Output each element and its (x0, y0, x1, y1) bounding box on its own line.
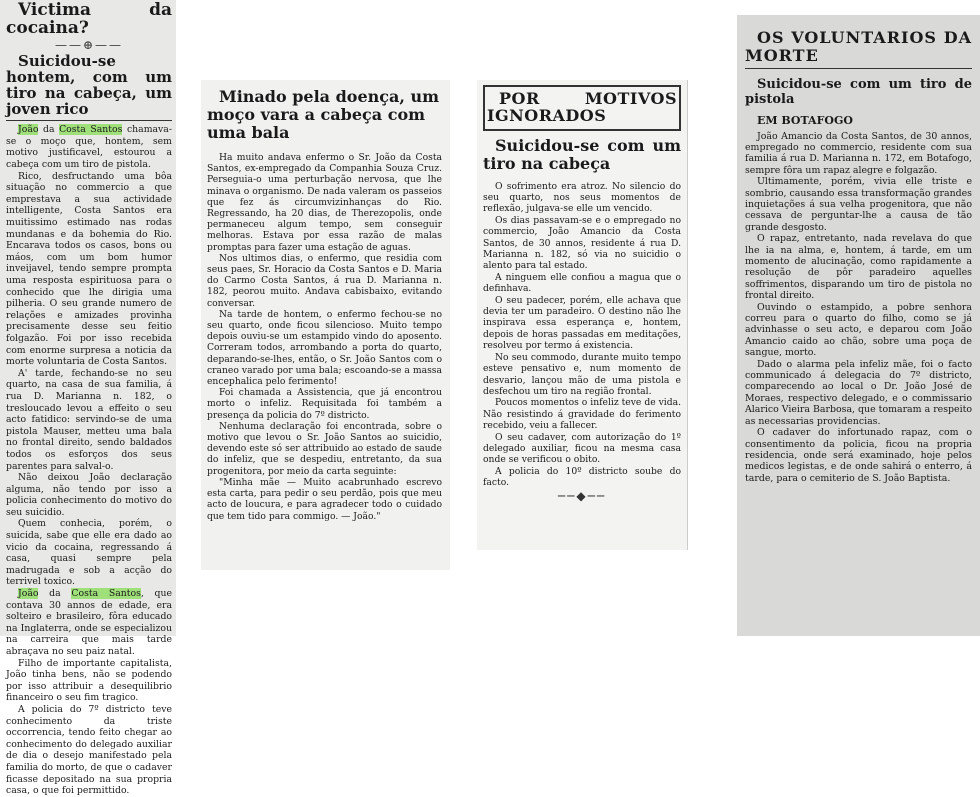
clip1-paragraph-3: A' tarde, fechando-se no seu quarto, na casa de sua familia, á rua D. Marianna n. 182, o tresloucado levou a effeito o seu acto fatidico: servindo-se de uma pistola Mauser, metteu uma bala no frontal direito, sendo baldados todos os esforços dos seus parentes para salval-o. (6, 367, 172, 472)
clip3-paragraph-8: A policia do 10º districto soube do facto. (483, 465, 681, 489)
clip3-paragraph-5: No seu commodo, durante muito tempo esteve pensativo e, num momento de desvario, lançou mão de uma pistola e desfechou um tiro na região frontal. (483, 351, 681, 397)
clip1-title: Victima da cocaina? (6, 0, 172, 38)
clipping-minado-pela-doenca (201, 80, 450, 570)
clip2-paragraph-3: Na tarde de hontem, o enfermo fechou-se no seu quarto, onde ficou silencioso. Muito tempo depois ouviu-se um estampido vindo do aposento. Correram todos, arrombando a porta do quarto, deparando-se-lhes, então, o Sr. João Santos com o craneo varado por uma bala; escoando-se a massa encephalica pelo ferimento! (207, 308, 442, 388)
clip1-subtitle: Suicidou-se hontem, com um tiro na cabeça, um joven rico (6, 52, 172, 119)
clipping-por-motivos-ignorados (477, 80, 688, 550)
clip1-paragraph-7: Filho de importante capitalista, João tinha bens, não se podendo por isso attribuir a desequilibrio financeiro o seu fim tragico. (6, 657, 172, 704)
highlight-surname: Costa Santos (59, 124, 123, 136)
clip3-paragraph-3: A ninguem elle confiou a magua que o definhava. (483, 271, 681, 295)
clip3-paragraph-7: O seu cadaver, com autorização do 1º delegado auxiliar, ficou na mesma casa onde se verificou o obito. (483, 431, 681, 466)
clip2-title: Minado pela doença, um moço vara a cabeça com uma bala (207, 87, 440, 142)
clipping-os-voluntarios-da-morte (737, 15, 980, 636)
clip1-paragraph-4: Não deixou João declaração alguma, não tendo por isso a policia conhecimento do motivo do seu suicidio. (6, 472, 172, 518)
clip3-paragraph-6: Poucos momentos o infeliz teve de vida. Não resistindo á gravidade do ferimento recebido, veiu a fallecer. (483, 397, 681, 432)
clip4-paragraph-5: Dado o alarma pela infeliz mãe, foi o facto communicado á delegacia do 7º districto, comparecendo ao local o Dr. João José de Moraes, respectivo delegado, e o commissario Alarico Vieira Barbosa, que tomaram a respeito as necessarias providencias. (745, 358, 972, 427)
clip3-paragraph-4: O seu padecer, porém, elle achava que devia ter um paradeiro. O destino não lhe inspirava essa esperança e, hontem, depois de horas passadas em meditações, resolveu por termo á existencia. (483, 294, 681, 352)
clip4-subtitle: Suicidou-se com um tiro de pistola (745, 77, 972, 107)
clip1-paragraph-5: Quem conhecia, porém, o suicida, sabe que elle era dado ao vicio da cocaina, regressando á casa, quasi sempre pela madrugada e sob a acção do terrivel toxico. (6, 518, 172, 588)
clip3-paragraph-1: O sofrimento era atroz. No silencio do seu quarto, nos seus momentos de reflexão, julgava-se elle um vencido. (483, 180, 681, 215)
clip3-paragraph-2: Os dias passavam-se e o empregado no commercio, João Amancio da Costa Santos, de 30 annos, residente á rua D. Marianna n. 182, só via no suicidio o alento para tal estado. (483, 214, 681, 272)
clip4-rule (745, 68, 972, 69)
highlight-name: João (18, 588, 39, 600)
clip4-paragraph-6: O cadaver do infortunado rapaz, com o consentimento da policia, ficou na propria residencia, onde será examinado, hoje pelos medicos legistas, e de onde sahirá o enterro, á tarde, para o cemiterio de S. João Baptista. (745, 427, 972, 484)
clip1-paragraph-1-text: chamava-se o moço que, hontem, sem motivo justificavel, estourou a cabeça com um tiro de pistola. (6, 124, 172, 171)
clip2-paragraph-5: Nenhuma declaração foi encontrada, sobre o motivo que levou o Sr. João Santos ao suicidio, devendo este só ser attribuido ao estado de saude do infeliz, que se despediu, entretanto, da sua progenitora, por meio da carta seguinte: (207, 420, 442, 477)
clip4-paragraph-1: João Amancio da Costa Santos, de 30 annos, empregado no commercio, residente com sua familia á rua D. Marianna n. 172, em Botafogo, sempre fôra um rapaz alegre e folgazão. (745, 130, 972, 176)
clip2-paragraph-1: Ha muito andava enfermo o Sr. João da Costa Santos, ex-empregado da Companhia Souza Cruz. Perseguia-o uma perturbação nervosa, que lhe minava o organismo. De nada valeram os passeios que fez ás circumvizinhanças do Rio. Regressando, ha 20 dias, de Therezopolis, onde permaneceu algum tempo, sem conseguir melhoras. Estava por essa razão de malas promptas para fazer uma estação de aguas. (207, 152, 442, 253)
clip1-rule (6, 120, 172, 121)
clip1-paragraph-2: Rico, desfructando uma bôa situação no commercio a que emprestava a sua actividade intelligente, Costa Santos era muitissimo estimado nas rodas mundanas e da bohemia do Rio. Encarava todos os casos, bons ou máos, com um bom humor inveijavel, tendo sempre prompta uma resposta espirituosa para o conhecido que lhe dirigia uma pilheria. O seu grande numero de relações e amizades provinha precisamente desse seu feitio folgazão. Foi por isso recebida com enorme surpresa a noticia da morte voluntaria de Costa Santos. (6, 170, 172, 368)
clip4-paragraph-4: Ouvindo o estampido, a pobre senhora correu para o quarto do filho, como se já advinhasse o seu acto, e deparou com João Amancio caido ao chão, sobre uma poça de sangue, morto. (745, 301, 972, 359)
highlight-surname: Costa Santos (71, 588, 141, 600)
clip2-paragraph-2: Nos ultimos dias, o enfermo, que residia com seus paes, Sr. Horacio da Costa Santos e D. Maria do Carmo Costa Santos, á rua D. Marianna n. 182, peorou muito. Andava cabisbaixo, evitando conversar. (207, 252, 442, 309)
clip2-paragraph-6: "Minha mãe — Muito acabrunhado escrevo esta carta, para pedir o seu perdão, pois que meu acto de loucura, e para agradecer todo o cuidado que tem tido para commigo. — João." (207, 476, 442, 522)
clip4-paragraph-3: O rapaz, entretanto, nada revelava do que lhe ia na alma, e, hontem, á tarde, em um momento de alucinação, como rapidamente a resolução de pôr paradeiro aquelles soffrimentos, disparando um tiro de pistola no frontal direito. (745, 233, 972, 302)
clip3-subtitle: Suicidou-se com um tiro na cabeça (483, 135, 681, 173)
clip4-title: OS VOLUNTARIOS DA MORTE (745, 28, 972, 65)
clip1-paragraph-1: João da Costa Santos chamava-se o moço que, hontem, sem motivo justificavel, estourou a cabeça com um tiro de pistola. (6, 124, 172, 171)
clip1-divider-ornament: ——⊕—— (54, 37, 124, 52)
clip3-end-ornament: ──◆── (557, 488, 607, 503)
clip4-kicker: EM BOTAFOGO (757, 114, 853, 127)
clip1-paragraph-6-text: , que contava 30 annos de edade, era solteiro e brasileiro, fôra educado na Inglaterra, onde se especializou na carreira que mais tarde abraçava no seu paiz natal. (6, 588, 172, 657)
highlight-name: João (18, 124, 39, 136)
clipping-victima-da-cocaina (0, 0, 176, 797)
clip4-paragraph-2: Ultimamente, porém, vivia elle triste e sombrio, causando essa transformação grandes inquietações á sua velha progenitora, que não cessava de perguntar-lhe a causa de tão grande desgosto. (745, 176, 972, 233)
clip1-paragraph-8: A policia do 7º districto teve conhecimento da triste occorrencia, tendo feito chegar ao conhecimento do delegado auxiliar de dia o desejo manifestado pela familia do morto, de que o cadaver ficasse depositado na sua propria casa, o que foi permittido. (6, 703, 172, 797)
clip3-title: POR MOTIVOS IGNORADOS (483, 85, 681, 131)
clip1-paragraph-6: João da Costa Santos, que contava 30 annos de edade, era solteiro e brasileiro, fôra educado na Inglaterra, onde se especializou na carreira que mais tarde abraçava no seu paiz natal. (6, 588, 172, 657)
clip2-paragraph-4: Foi chamada a Assistencia, que já encontrou morto o infeliz. Requisitada foi também a presença da policia do 7º districto. (207, 387, 442, 421)
